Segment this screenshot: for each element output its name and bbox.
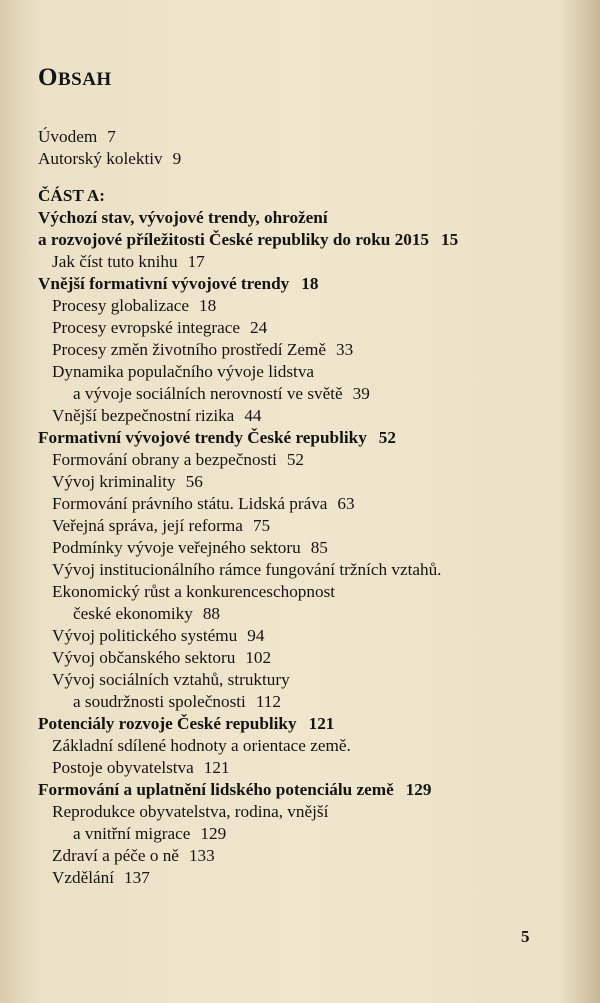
toc-section-heading[interactable]: Formování a uplatnění lidského potenciálu země 129 [38, 780, 432, 799]
toc-entry: Vývoj institucionálního rámce fungování tržních vztahů. [52, 560, 442, 579]
toc-entry-autorsky-kolektiv[interactable]: Autorský kolektiv 9 [38, 149, 182, 168]
toc-section-heading-cont[interactable]: a rozvojové příležitosti České republiky do roku 2015 15 [38, 230, 459, 249]
toc-entry[interactable]: Veřejná správa, její reforma 75 [52, 516, 271, 535]
toc-entry-cont[interactable]: a soudržnosti společnosti 112 [73, 692, 281, 711]
toc-entry-cont[interactable]: a vývoje sociálních nerovností ve světě 39 [73, 384, 370, 403]
toc-entry[interactable]: Vnější bezpečnostní rizika 44 [52, 406, 262, 425]
toc-section-heading[interactable]: Vnější formativní vývojové trendy 18 [38, 274, 319, 293]
toc-entry[interactable]: Podmínky vývoje veřejného sektoru 85 [52, 538, 328, 557]
toc-entry[interactable]: Vývoj politického systému 94 [52, 626, 265, 645]
toc-entry[interactable]: Vývoj občanského sektoru 102 [52, 648, 272, 667]
toc-entry[interactable]: Jak číst tuto knihu 17 [52, 252, 205, 271]
toc-entry[interactable]: Procesy evropské integrace 24 [52, 318, 268, 337]
toc-section-heading[interactable]: Formativní vývojové trendy České republiky 52 [38, 428, 396, 447]
toc-entry[interactable]: Procesy změn životního prostředí Země 33 [52, 340, 354, 359]
toc-section-heading[interactable]: Potenciály rozvoje České republiky 121 [38, 714, 335, 733]
toc-entry: Dynamika populačního vývoje lidstva [52, 362, 315, 381]
toc-entry: Základní sdílené hodnoty a orientace země. [52, 736, 351, 755]
toc-entry[interactable]: Postoje obyvatelstva 121 [52, 758, 230, 777]
page-number: 5 [521, 927, 530, 946]
toc-entry: Ekonomický růst a konkurenceschopnost [52, 582, 336, 601]
toc-part-heading: ČÁST A: [38, 186, 106, 205]
toc-entry: Reprodukce obyvatelstva, rodina, vnější [52, 802, 329, 821]
page-title: OBSAH [38, 64, 112, 91]
toc-entry-cont[interactable]: a vnitřní migrace 129 [73, 824, 227, 843]
toc-section-heading: Výchozí stav, vývojové trendy, ohrožení [38, 208, 328, 227]
toc-entry[interactable]: Formování právního státu. Lidská práva 63 [52, 494, 355, 513]
toc-entry[interactable]: Vývoj kriminality 56 [52, 472, 203, 491]
toc-entry-cont[interactable]: české ekonomiky 88 [73, 604, 220, 623]
toc-entry: Vývoj sociálních vztahů, struktury [52, 670, 290, 689]
toc-entry[interactable]: Formování obrany a bezpečnosti 52 [52, 450, 304, 469]
spacer [38, 170, 578, 185]
toc-entry[interactable]: Vzdělání 137 [52, 868, 150, 887]
toc-entry[interactable]: Zdraví a péče o ně 133 [52, 846, 215, 865]
toc-entry-uvodem[interactable]: Úvodem 7 [38, 127, 116, 146]
toc-entry[interactable]: Procesy globalizace 18 [52, 296, 217, 315]
table-of-contents [38, 126, 578, 889]
